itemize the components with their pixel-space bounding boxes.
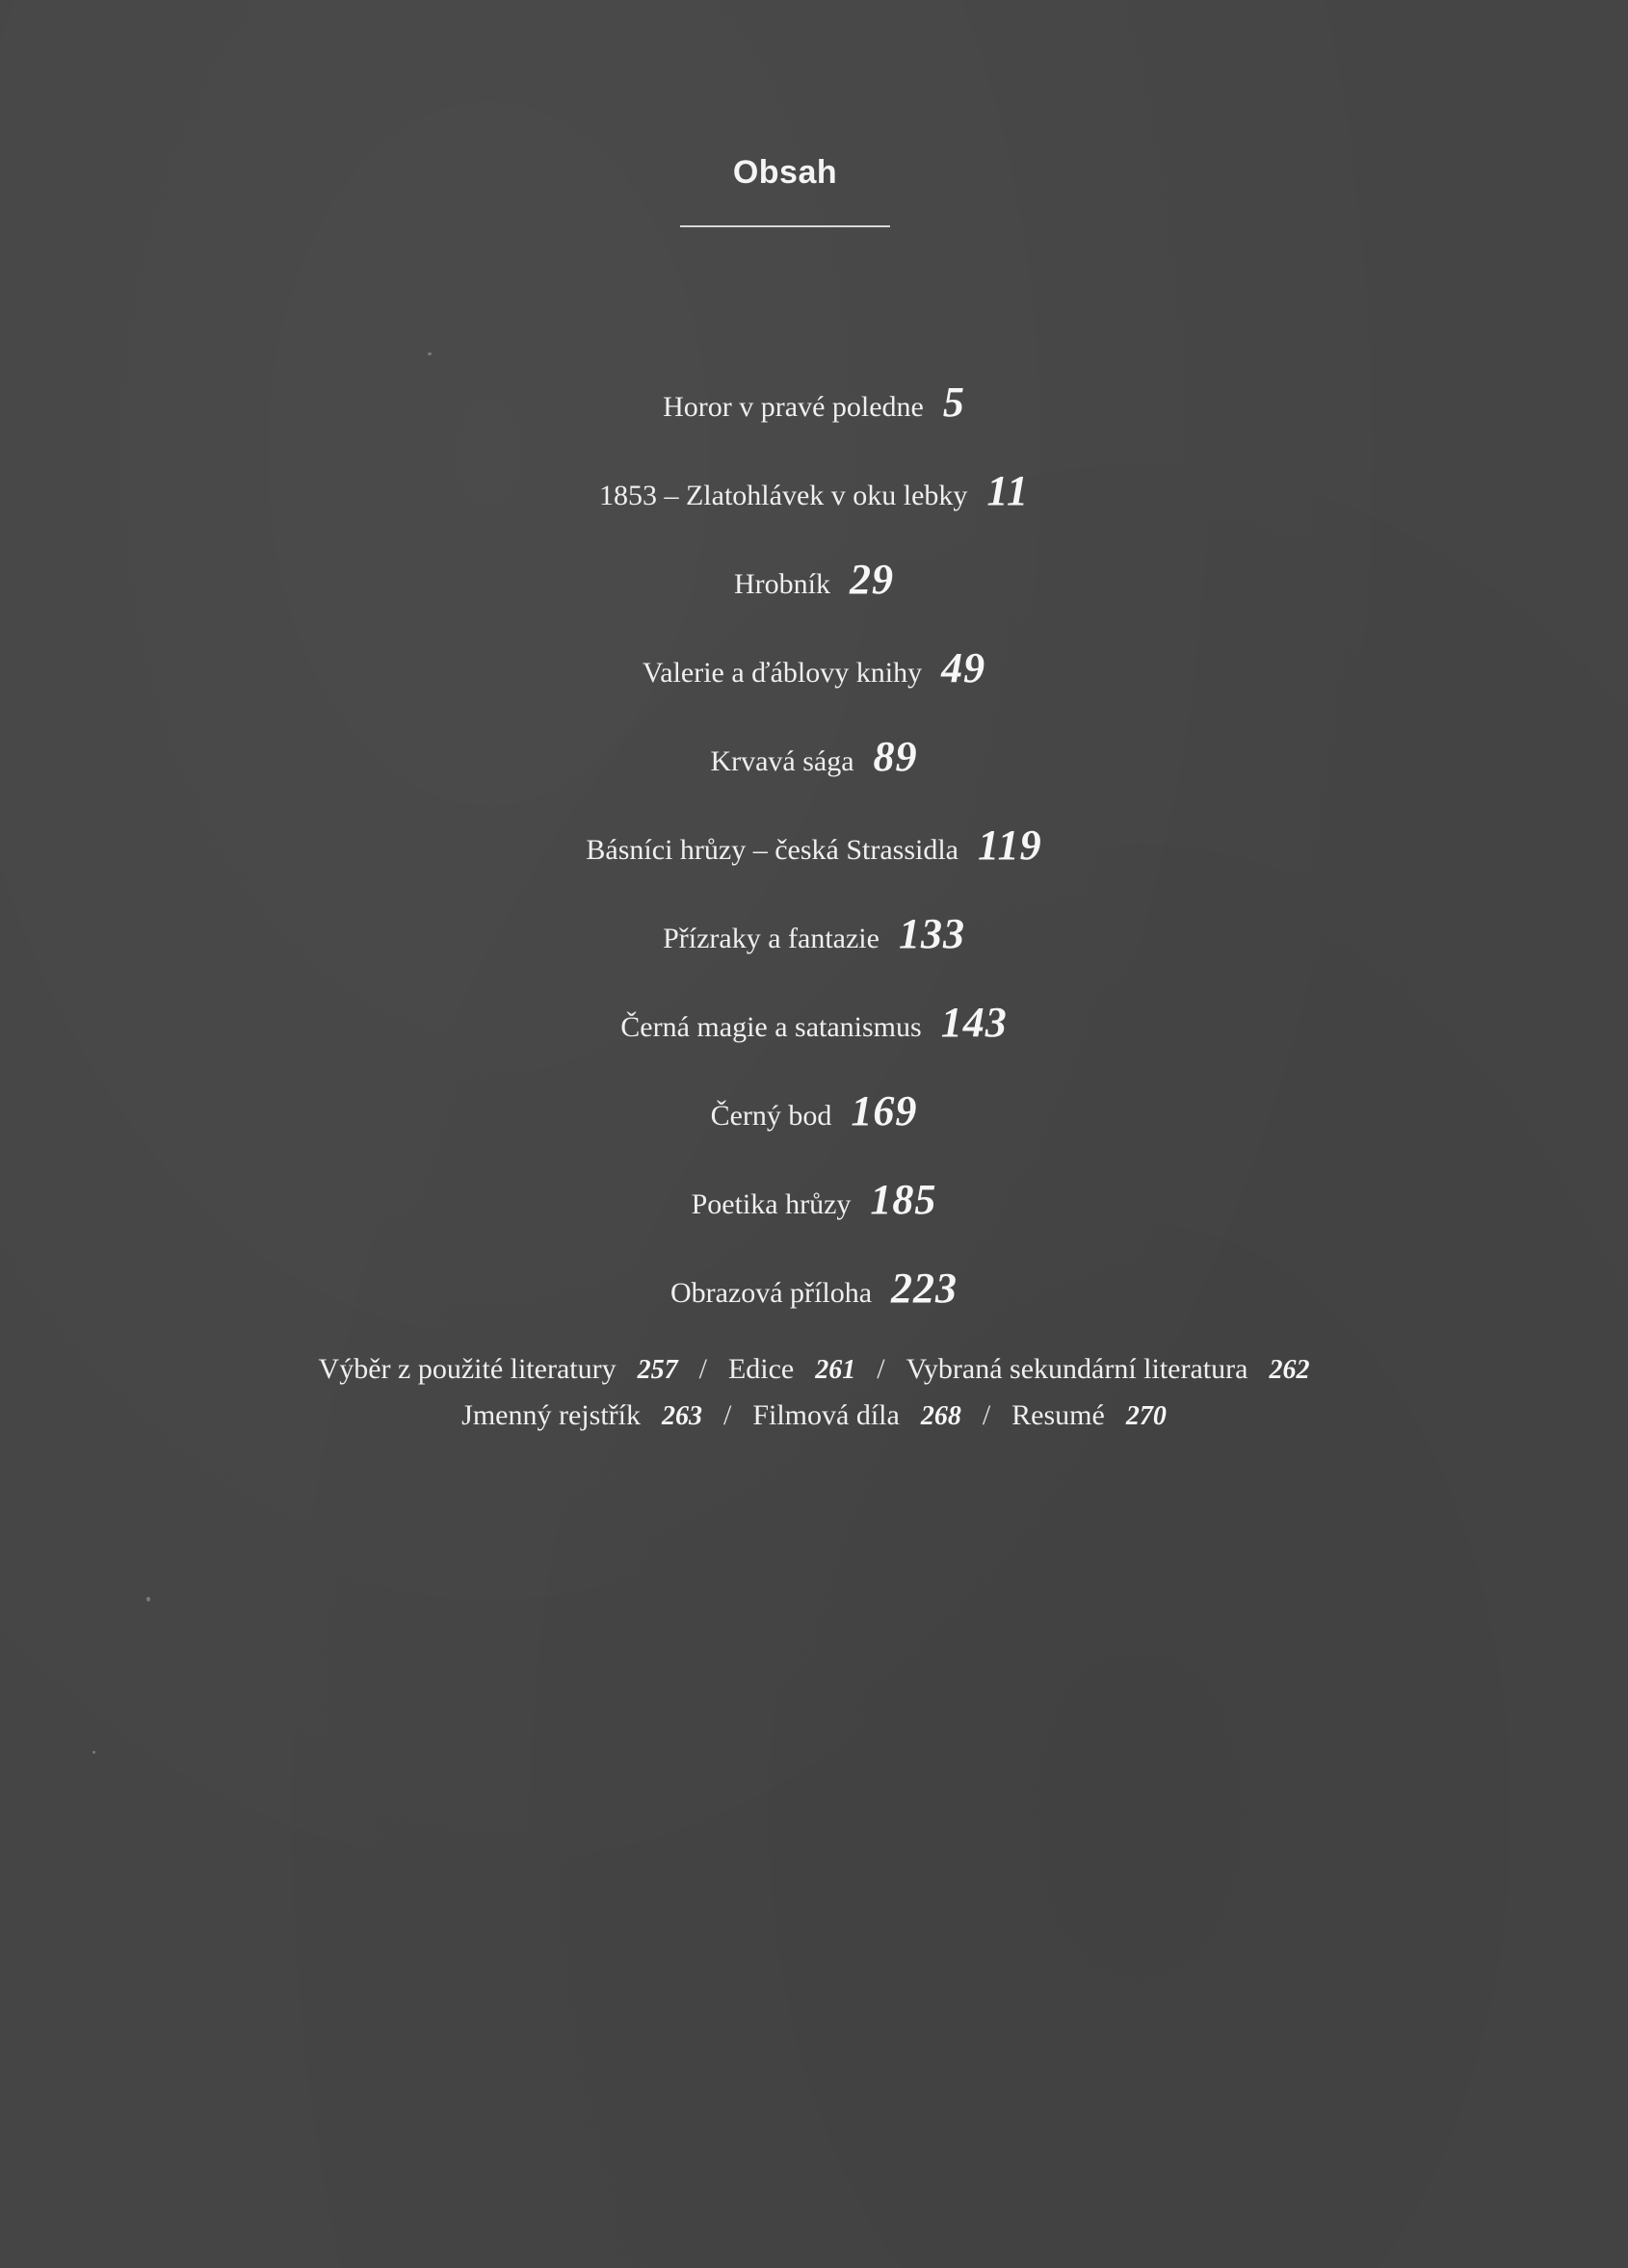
- toc-entry[interactable]: [0, 732, 1628, 821]
- separator: /: [722, 1399, 732, 1431]
- toc-entry-label: 1853 – Zlatohlávek v oku lebky: [598, 480, 968, 511]
- back-matter-entry-page: 257: [637, 1355, 678, 1385]
- toc-entry-page: 89: [873, 733, 918, 780]
- toc-entry[interactable]: [0, 378, 1628, 466]
- toc-entry[interactable]: [0, 643, 1628, 732]
- toc-entry-label: Černý bod: [710, 1100, 832, 1132]
- toc-entry-page: 223: [891, 1264, 958, 1312]
- toc-entry-page: 5: [942, 378, 965, 426]
- back-matter: [0, 1353, 1628, 1446]
- toc-entry-page: 49: [941, 644, 986, 691]
- toc-entry-label: Básníci hrůzy – česká Strassidla: [586, 834, 958, 866]
- toc-entry-label: Valerie a ďáblovy knihy: [642, 657, 923, 689]
- back-matter-entry-label: Edice: [727, 1353, 795, 1385]
- back-matter-entry-page: 270: [1125, 1401, 1167, 1431]
- table-of-contents: [0, 378, 1628, 1352]
- toc-entry-label: Obrazová příloha: [670, 1277, 873, 1309]
- toc-entry-page: 133: [898, 910, 965, 957]
- paper-speck: [146, 1597, 150, 1602]
- paper-speck: [428, 352, 432, 355]
- toc-entry-page: 11: [986, 467, 1029, 514]
- back-matter-entry-page: 263: [661, 1401, 702, 1431]
- back-matter-entry-label: Resumé: [1011, 1399, 1105, 1431]
- back-matter-entry[interactable]: [461, 1399, 702, 1432]
- back-matter-entry-label: Filmová díla: [752, 1399, 900, 1431]
- back-matter-entry[interactable]: [319, 1353, 678, 1386]
- toc-entry-label: Horor v pravé poledne: [663, 391, 924, 423]
- toc-entry[interactable]: [0, 998, 1628, 1086]
- back-matter-entry[interactable]: [906, 1353, 1310, 1386]
- toc-entry-page: 29: [850, 556, 894, 603]
- toc-entry-label: Černá magie a satanismus: [620, 1011, 922, 1043]
- title-underline: [680, 225, 890, 227]
- back-matter-entry-page: 268: [920, 1401, 961, 1431]
- toc-entry[interactable]: [0, 1086, 1628, 1175]
- back-matter-line-1: [0, 1353, 1628, 1399]
- toc-entry-page: 169: [851, 1087, 918, 1134]
- separator: /: [982, 1399, 991, 1431]
- back-matter-entry[interactable]: [728, 1353, 855, 1386]
- back-matter-entry[interactable]: [1011, 1399, 1167, 1432]
- separator: /: [877, 1353, 885, 1385]
- back-matter-entry-label: Výběr z použité literatury: [318, 1353, 617, 1385]
- toc-entry-page: 119: [978, 821, 1042, 869]
- page-title: Obsah: [732, 154, 838, 191]
- toc-entry[interactable]: [0, 1175, 1628, 1264]
- toc-entry[interactable]: [0, 466, 1628, 555]
- toc-entry[interactable]: [0, 821, 1628, 909]
- paper-speck: [92, 1751, 95, 1754]
- toc-entry[interactable]: [0, 909, 1628, 998]
- toc-entry-label: Poetika hrůzy: [691, 1188, 852, 1220]
- back-matter-entry-page: 261: [815, 1355, 856, 1385]
- toc-entry-label: Krvavá sága: [710, 745, 854, 777]
- back-matter-entry[interactable]: [752, 1399, 961, 1432]
- separator: /: [698, 1353, 707, 1385]
- toc-entry-page: 143: [940, 999, 1008, 1046]
- back-matter-line-2: [0, 1399, 1628, 1446]
- toc-entry[interactable]: [0, 555, 1628, 643]
- toc-entry-label: Přízraky a fantazie: [663, 923, 880, 954]
- back-matter-entry-label: Jmenný rejstřík: [461, 1399, 641, 1431]
- toc-entry-page: 185: [870, 1176, 937, 1223]
- toc-entry[interactable]: [0, 1264, 1628, 1352]
- back-matter-entry-page: 262: [1269, 1355, 1310, 1385]
- toc-entry-label: Hrobník: [734, 568, 830, 600]
- back-matter-entry-label: Vybraná sekundární literatura: [906, 1353, 1248, 1385]
